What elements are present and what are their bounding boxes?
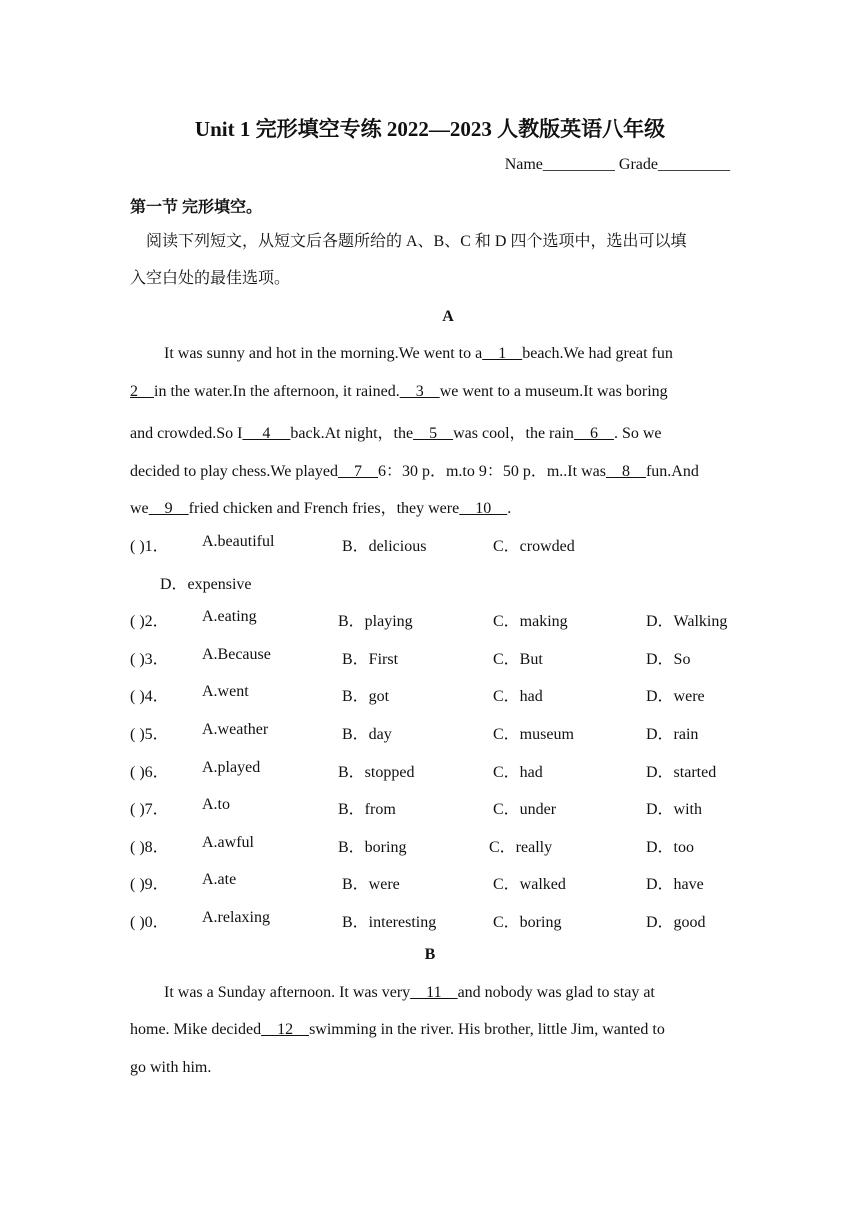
question-5-option-a[interactable]: A.weather xyxy=(202,721,269,738)
text: go with him. xyxy=(130,1059,212,1076)
question-2-option-d[interactable]: D．Walking xyxy=(646,613,728,630)
question-10-number: ( )0． xyxy=(130,914,169,931)
text: back.At night，the xyxy=(290,425,414,442)
question-2-option-c[interactable]: C．making xyxy=(493,613,568,630)
question-1-number: ( )1． xyxy=(130,538,169,555)
name-grade-line: Name_________ Grade_________ xyxy=(504,156,730,173)
text: fun.And xyxy=(645,463,699,480)
question-4-option-b[interactable]: B．got xyxy=(342,688,390,705)
question-3-option-c[interactable]: C．But xyxy=(493,651,543,668)
question-7-option-d[interactable]: D．with xyxy=(646,801,703,818)
question-7-option-c[interactable]: C．under xyxy=(493,801,557,818)
passage-b-heading: B xyxy=(424,946,436,963)
text: fried chicken and French fries，they were xyxy=(188,500,460,517)
blank-11: 11 xyxy=(410,984,458,1001)
text: 6：30 p．m.to 9：50 p．m..It was xyxy=(377,463,606,480)
question-5-number: ( )5． xyxy=(130,726,169,743)
passage-a-line-3 xyxy=(130,420,662,443)
question-8-number: ( )8． xyxy=(130,839,169,856)
question-2-option-b[interactable]: B．playing xyxy=(338,613,413,630)
text: and nobody was glad to stay at xyxy=(457,984,655,1001)
instructions-line-2: 入空白处的最佳选项。 xyxy=(130,270,291,287)
question-9-option-a[interactable]: A.ate xyxy=(202,871,237,888)
blank-2: 2 xyxy=(130,383,138,400)
text: decided to play chess.We played xyxy=(130,463,338,480)
section-heading: 第一节 完形填空。 xyxy=(130,199,263,216)
text: home. Mike decided xyxy=(130,1021,262,1038)
question-4-number: ( )4． xyxy=(130,688,169,705)
passage-a-line-1 xyxy=(164,345,673,363)
page-title: Unit 1 完形填空专练 2022—2023 人教版英语八年级 xyxy=(194,117,666,141)
question-7-number: ( )7． xyxy=(130,801,169,818)
passage-b-line-3 xyxy=(130,1059,211,1077)
question-1-option-d[interactable]: D．expensive xyxy=(160,576,252,593)
question-6-option-b[interactable]: B．stopped xyxy=(338,764,415,781)
blank-2-line xyxy=(138,383,154,400)
question-4-option-a[interactable]: A.went xyxy=(202,683,249,700)
question-9-option-c[interactable]: C．walked xyxy=(493,876,566,893)
blank-7: 7 xyxy=(337,463,378,480)
instructions-line-1: 阅读下列短文，从短文后各题所给的 A、B、C 和 D 四个选项中，选出可以填 xyxy=(146,233,687,250)
text: in the water.In the afternoon, it rained. xyxy=(154,383,400,400)
text: we xyxy=(130,500,149,517)
blank-5: 5 xyxy=(413,425,454,442)
question-4-option-c[interactable]: C．had xyxy=(493,688,543,705)
question-2-number: ( )2． xyxy=(130,613,169,630)
question-9-number: ( )9． xyxy=(130,876,169,893)
text: beach.We had great fun xyxy=(522,345,673,362)
question-1-option-c[interactable]: C．crowded xyxy=(493,538,575,555)
question-8-option-b[interactable]: B．boring xyxy=(338,839,407,856)
question-4-option-d[interactable]: D．were xyxy=(646,688,705,705)
blank-1: 1 xyxy=(482,345,523,362)
question-6-number: ( )6． xyxy=(130,764,169,781)
text: we went to a museum.It was boring xyxy=(439,383,668,400)
question-6-option-d[interactable]: D．started xyxy=(646,764,717,781)
question-6-option-a[interactable]: A.played xyxy=(202,759,261,776)
text: It was a Sunday afternoon. It was very xyxy=(164,984,411,1001)
blank-10: 10 xyxy=(459,500,508,517)
question-9-option-b[interactable]: B．were xyxy=(342,876,400,893)
blank-8: 8 xyxy=(605,463,646,480)
text: was cool，the rain xyxy=(453,425,574,442)
question-2-option-a[interactable]: A.eating xyxy=(202,608,257,625)
question-8-option-d[interactable]: D．too xyxy=(646,839,695,856)
question-10-option-c[interactable]: C．boring xyxy=(493,914,562,931)
question-7-option-a[interactable]: A.to xyxy=(202,796,230,813)
passage-a-line-2 xyxy=(130,383,668,401)
question-5-option-c[interactable]: C．museum xyxy=(493,726,574,743)
blank-3: 3 xyxy=(399,383,440,400)
text: swimming in the river. His brother, little Jim, wanted to xyxy=(309,1021,665,1038)
question-3-option-b[interactable]: B．First xyxy=(342,651,399,668)
text: . xyxy=(507,500,512,517)
question-3-number: ( )3． xyxy=(130,651,169,668)
question-3-option-d[interactable]: D．So xyxy=(646,651,691,668)
question-6-option-c[interactable]: C．had xyxy=(493,764,543,781)
blank-9: 9 xyxy=(148,500,189,517)
passage-a-heading: A xyxy=(442,308,454,325)
question-10-option-b[interactable]: B．interesting xyxy=(342,914,437,931)
passage-a-line-5 xyxy=(130,495,511,518)
passage-b-line-1 xyxy=(164,984,655,1002)
blank-12: 12 xyxy=(261,1021,310,1038)
question-5-option-b[interactable]: B．day xyxy=(342,726,392,743)
passage-a-line-4 xyxy=(130,458,699,481)
question-1-option-a[interactable]: A.beautiful xyxy=(202,533,275,550)
question-10-option-d[interactable]: D．good xyxy=(646,914,706,931)
text: It was sunny and hot in the morning.We went to a xyxy=(164,345,483,362)
question-3-option-a[interactable]: A.Because xyxy=(202,646,271,663)
text: . So we xyxy=(613,425,662,442)
question-10-option-a[interactable]: A.relaxing xyxy=(202,909,270,926)
question-8-option-a[interactable]: A.awful xyxy=(202,834,254,851)
question-1-option-b[interactable]: B．delicious xyxy=(342,538,427,555)
question-5-option-d[interactable]: D．rain xyxy=(646,726,699,743)
blank-6: 6 xyxy=(573,425,614,442)
blank-4: 4 xyxy=(242,425,291,442)
question-9-option-d[interactable]: D．have xyxy=(646,876,704,893)
text: and crowded.So I xyxy=(130,425,243,442)
question-8-option-c[interactable]: C．really xyxy=(489,839,553,856)
passage-b-line-2 xyxy=(130,1021,665,1039)
question-7-option-b[interactable]: B．from xyxy=(338,801,396,818)
